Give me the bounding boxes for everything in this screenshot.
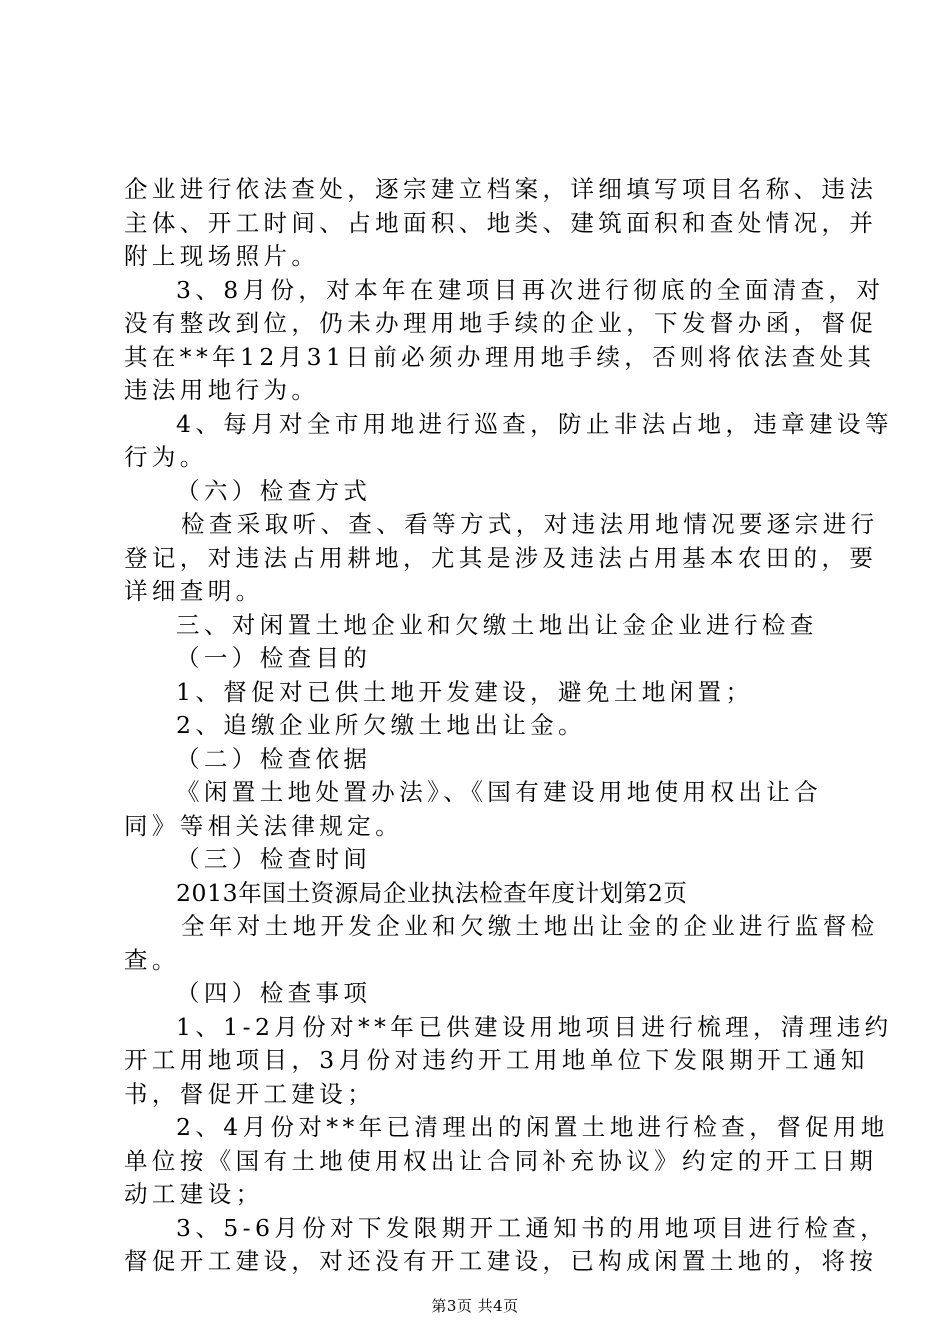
section-heading-six: （六）检查方式 <box>176 477 372 505</box>
text-line-23: 全年对土地开发企业和欠缴土地出让金的企业进行监督检 <box>181 912 879 940</box>
text-line-13: 详细查明。 <box>124 577 264 605</box>
text-line-29: 2、4月份对**年已清理出的闲置土地进行检查，督促用地 <box>176 1113 889 1141</box>
text-line-24: 查。 <box>124 946 180 974</box>
text-line-1: 企业进行依法查处，逐宗建立档案，详细填写项目名称、违法 <box>124 175 878 203</box>
embedded-page-note: 2013年国土资源局企业执法检查年度计划第2页 <box>176 879 688 907</box>
text-line-4: 3、8月份，对本年在建项目再次进行彻底的全面清查，对 <box>176 276 885 304</box>
text-line-2: 主体、开工时间、占地面积、地类、建筑面积和查处情况，并 <box>124 209 878 237</box>
text-line-8: 4、每月对全市用地进行巡查，防止非法占地，违章建设等 <box>176 410 893 438</box>
text-line-11: 检查采取听、查、看等方式，对违法用地情况要逐宗进行 <box>181 510 879 538</box>
text-line-7: 违法用地行为。 <box>124 376 320 404</box>
subsection-heading-two: （二）检查依据 <box>176 745 372 773</box>
text-line-19: 《闲置土地处置办法》、《国有建设用地使用权出让合 <box>176 778 823 806</box>
subsection-heading-one: （一）检查目的 <box>176 644 372 672</box>
text-line-27: 开工用地项目，3月份对违约开工用地单位下发限期开工通知 <box>124 1046 869 1074</box>
text-line-17: 2、追缴企业所欠缴土地出让金。 <box>176 711 586 739</box>
text-line-32: 3、5-6月份对下发限期开工通知书的用地项目进行检查， <box>176 1214 889 1242</box>
text-line-30: 单位按《国有土地使用权出让合同补充协议》约定的开工日期 <box>124 1147 878 1175</box>
text-line-20: 同》等相关法律规定。 <box>124 812 403 840</box>
text-line-28: 书，督促开工建设； <box>124 1080 376 1108</box>
page-footer: 第3页 共4页 <box>431 1297 519 1315</box>
text-line-12: 登记，对违法占用耕地，尤其是涉及违法占用基本农田的，要 <box>124 544 878 572</box>
text-line-9: 行为。 <box>124 443 208 471</box>
text-line-31: 动工建设； <box>124 1180 264 1208</box>
section-heading-three: 三、对闲置土地企业和欠缴土地出让金企业进行检查 <box>176 611 818 639</box>
text-line-5: 没有整改到位，仍未办理用地手续的企业，下发督办函，督促 <box>124 309 878 337</box>
subsection-heading-three: （三）检查时间 <box>176 845 372 873</box>
text-line-33: 督促开工建设，对还没有开工建设，已构成闲置土地的，将按 <box>124 1247 878 1275</box>
text-line-26: 1、1-2月份对**年已供建设用地项目进行梳理，清理违约 <box>176 1013 893 1041</box>
text-line-6: 其在**年12月31日前必须办理用地手续，否则将依法查处其 <box>124 343 876 371</box>
text-line-16: 1、督促对已供土地开发建设，避免土地闲置； <box>176 678 754 706</box>
subsection-heading-four: （四）检查事项 <box>176 979 372 1007</box>
text-line-3: 附上现场照片。 <box>124 242 320 270</box>
